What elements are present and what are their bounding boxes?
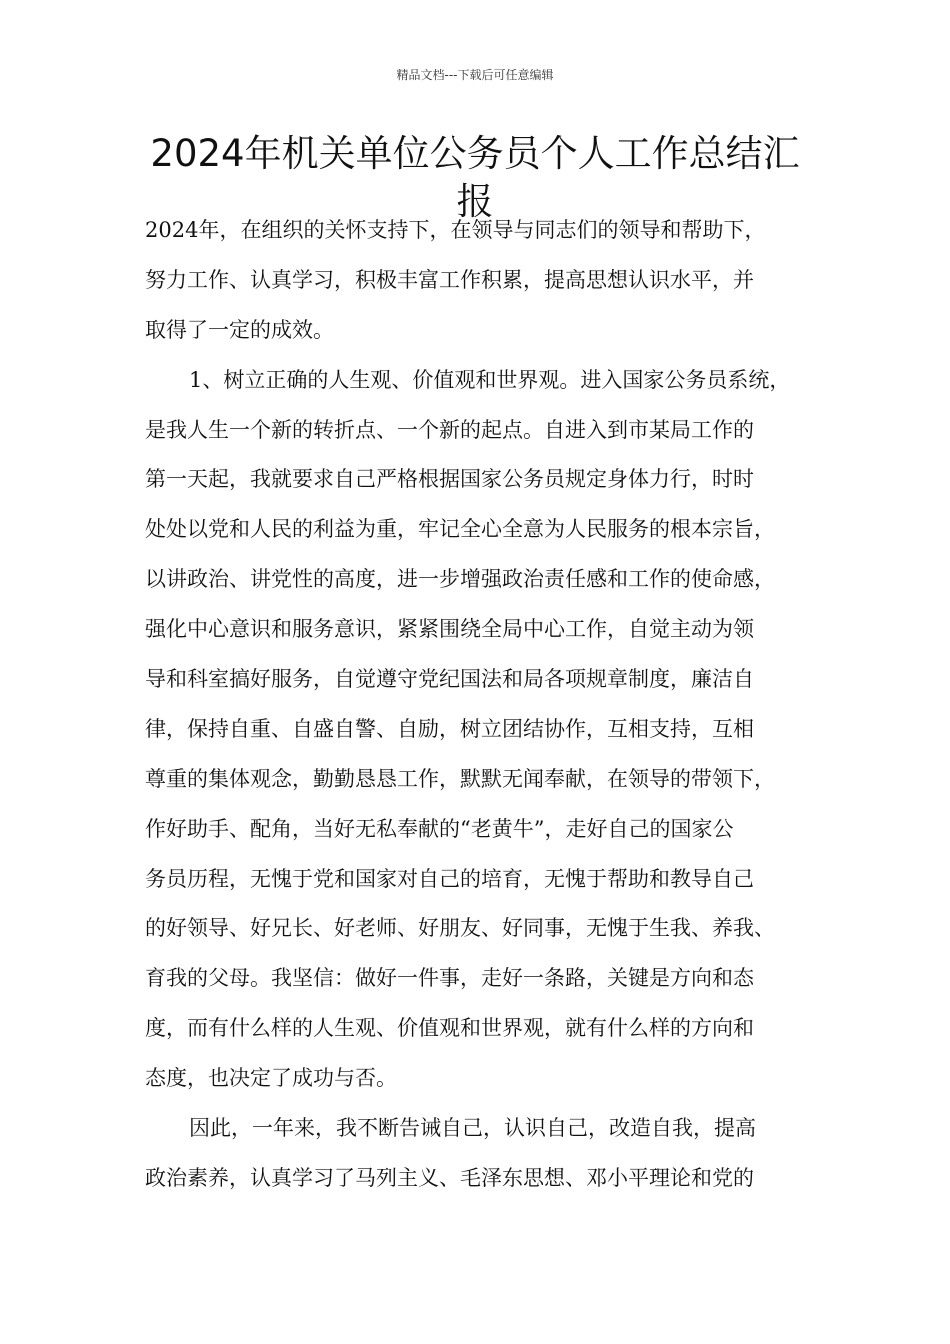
text-line: 因此，一年来，我不断告诫自己，认识自己，改造自我，提高: [189, 1116, 756, 1141]
text-line: 是我人生一个新的转折点、一个新的起点。自进入到市某局工作的: [145, 417, 754, 442]
text-line: 导和科室搞好服务，自觉遵守党纪国法和局各项规章制度，廉洁自: [145, 667, 754, 692]
text-line: 1、树立正确的人生观、价值观和世界观。进入国家公务员系统，: [189, 367, 791, 392]
title-line-1: 2024年机关单位公务员个人工作总结汇: [150, 132, 800, 175]
text-line: 的好领导、好兄长、好老师、好朋友、好同事，无愧于生我、养我、: [145, 916, 775, 941]
document-body: [145, 206, 828, 1204]
text-line: 态度，也决定了成功与否。: [145, 1066, 397, 1091]
text-line: 2024年，在组织的关怀支持下，在领导与同志们的领导和帮助下，: [145, 218, 766, 242]
text-line: 努力工作、认真学习，积极丰富工作积累，提高思想认识水平，并: [145, 267, 754, 292]
text-line: 律，保持自重、自盛自警、自励，树立团结协作，互相支持，互相: [145, 716, 754, 741]
text-line: 政治素养，认真学习了马列主义、毛泽东思想、邓小平理论和党的: [145, 1165, 754, 1190]
text-line: 强化中心意识和服务意识，紧紧围绕全局中心工作，自觉主动为领: [145, 617, 754, 642]
title-line-2: 报: [456, 180, 494, 223]
text-line: 度，而有什么样的人生观、价值观和世界观，就有什么样的方向和: [145, 1016, 754, 1041]
text-line: 以讲政治、讲党性的高度，进一步增强政治责任感和工作的使命感，: [145, 567, 775, 592]
text-line: 取得了一定的成效。: [145, 317, 334, 342]
header-note: 精品文档---下载后可任意编辑: [396, 68, 554, 82]
text-line: 作好助手、配角，当好无私奉献的“老黄牛”，走好自己的国家公: [145, 816, 734, 841]
text-line: 尊重的集体观念，勤勤恳恳工作，默默无闻奉献，在领导的带领下，: [145, 766, 775, 791]
text-line: 处处以党和人民的利益为重，牢记全心全意为人民服务的根本宗旨，: [145, 517, 775, 542]
text-line: 第一天起，我就要求自己严格根据国家公务员规定身体力行，时时: [145, 467, 754, 492]
text-line: 务员历程，无愧于党和国家对自己的培育，无愧于帮助和教导自己: [145, 866, 754, 891]
text-line: 育我的父母。我坚信：做好一件事，走好一条路，关键是方向和态: [145, 966, 754, 991]
